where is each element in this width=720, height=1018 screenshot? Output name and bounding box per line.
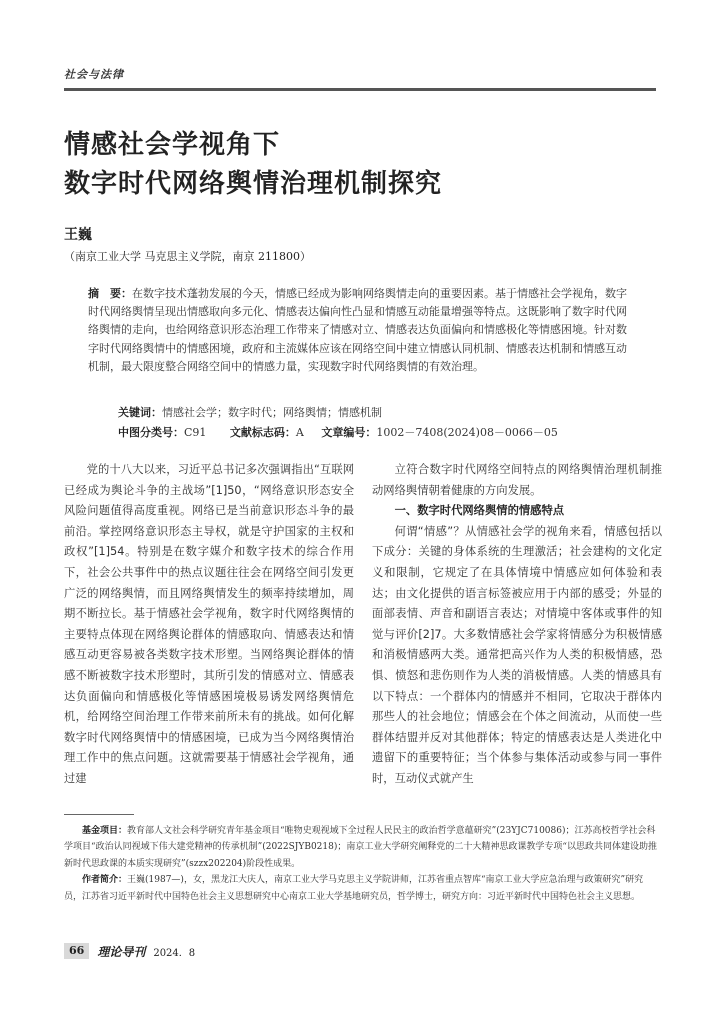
fund-label: 基金项目： xyxy=(82,826,128,836)
author-affiliation: （南京工业大学 马克思主义学院，南京 211800） xyxy=(64,250,311,263)
author-note xyxy=(64,872,658,905)
clc-label: 中图分类号： xyxy=(118,426,184,439)
body-paragraph: 立符合数字时代网络空间特点的网络舆情治理机制推动网络舆情朝着健康的方向发展。 xyxy=(372,463,662,497)
page-number: 66 xyxy=(64,943,89,959)
title-line-1: 情感社会学视角下 xyxy=(64,130,281,160)
title-line-2: 数字时代网络舆情治理机制探究 xyxy=(64,169,443,199)
clc-value: C91 xyxy=(184,426,207,439)
keywords-row xyxy=(118,404,382,420)
doc-code-value: A xyxy=(295,426,304,439)
author-bio-label: 作者简介： xyxy=(82,875,128,886)
issue-date: 2024．8 xyxy=(153,947,196,959)
article-number-value: 1002－7408(2024)08－0066－05 xyxy=(376,426,558,439)
section-label: 社会与法律 xyxy=(64,68,124,81)
body-paragraph: 党的十八大以来，习近平总书记多次强调指出“互联网已经成为舆论斗争的主战场”[1]50，“网络意识形态安全风险问题值得高度重视。网络已是当前意识形态斗争的最前沿。掌控网络意识形态主导权，就是守护国家的主权和政权”[1]54。特别是在数字媒介和数字技术的综合作用下，社会公共事件中的热点议题往往会在网络空间引发更广泛的网络舆情，而且网络舆情发生的频率持续增加，周期不断拉长。基于情感社会学视角，数字时代网络舆情的主要特点体现在网络舆论群体的情感取向、情感表达和情感互动更容易被各类数字技术形塑。当网络舆论群体的情感不断被数字技术形塑时，其所引发的情感对立、情感表达负面偏向和情感极化等情感困境极易诱发网络舆情危机，给网络空间治理工作带来前所未有的挑战。如何化解数字时代网络舆情中的情感困境，已成为当今网络舆情治理工作中的焦点问题。这就需要基于情感社会学视角，通过建 xyxy=(64,463,354,785)
body-column-right xyxy=(372,460,662,790)
abstract xyxy=(88,285,636,376)
author-bio-text: 王巍(1987—)，女，黑龙江大庆人，南京工业大学马克思主义学院讲师，江苏省重点智库“南京工业大学应急治理与政策研究”研究员，江苏省习近平新时代中国特色社会主义思想研究中心南京工业大学基地研究员，哲学博士，研究方向：习近平新时代中国特色社会主义思想。 xyxy=(64,875,644,902)
header-rule xyxy=(64,88,656,91)
fund-text: 教育部人文社会科学研究青年基金项目“唯物史观视域下全过程人民民主的政治哲学意蕴研究”(23YJC710086)；江苏高校哲学社会科学项目“政治认同视域下伟大建党精神的传承机制”(2022SJYB0218)；南京工业大学研究阐释党的二十大精神思政课教学专项“以思政共同体建设助推新时代思政课的本质实现研究”(szzx202204)阶段性成果。 xyxy=(64,826,657,869)
doc-code-label: 文献标志码： xyxy=(229,426,296,439)
fund-note xyxy=(64,823,658,872)
author-name: 王巍 xyxy=(64,227,92,243)
body-column-left xyxy=(64,460,354,790)
abstract-text: 在数字技术蓬勃发展的今天，情感已经成为影响网络舆情走向的重要因素。基于情感社会学视角，数字时代网络舆情呈现出情感取向多元化、情感表达偏向性凸显和情感互动能量增强等特点。这既影响了数字时代网络舆情的走向，也给网络意识形态治理工作带来了情感对立、情感表达负面偏向和情感极化等情感困境。针对数字时代网络舆情中的情感困境，政府和主流媒体应该在网络空间中建立情感认同机制、情感表达机制和情感互动机制，最大限度整合网络空间中的情感力量，实现数字时代网络舆情的有效治理。 xyxy=(88,287,627,373)
journal-name: 理论导刊 xyxy=(97,944,146,959)
keywords-label: 关键词： xyxy=(118,406,162,419)
section-heading: 一、数字时代网络舆情的情感特点 xyxy=(394,504,565,518)
page-footer xyxy=(64,943,195,959)
abstract-label: 摘 要： xyxy=(88,287,132,300)
footnote-rule xyxy=(64,814,134,815)
classification-row xyxy=(118,424,558,440)
body-paragraph: 何谓“情感”？从情感社会学的视角来看，情感包括以下成分：关键的身体系统的生理激活；社会建构的文化定义和限制，它规定了在具体情境中情感应如何体验和表达；由文化提供的语言标签被应用于内部的感受；外显的面部表情、声音和副语言表达；对情境中客体或事件的知觉与评价[2]7。大多数情感社会学家将情感分为积极情感和消极情感两大类。通常把高兴作为人类的积极情感，恐惧、愤怒和悲伤则作为人类的消极情感。人类的情感具有以下特点：一个群体内的情感并不相同，它取决于群体内那些人的社会地位；情感会在个体之间流动，从而使一些群体结盟并反对其他群体；特定的情感表达是人类进化中遗留下的重要特征；当个体参与集体活动或参与同一事件时，互动仪式就产生 xyxy=(372,524,662,785)
keywords: 情感社会学；数字时代；网络舆情；情感机制 xyxy=(162,406,382,419)
footnotes xyxy=(64,823,658,905)
article-number-label: 文章编号： xyxy=(321,426,377,439)
article-title xyxy=(64,126,442,204)
